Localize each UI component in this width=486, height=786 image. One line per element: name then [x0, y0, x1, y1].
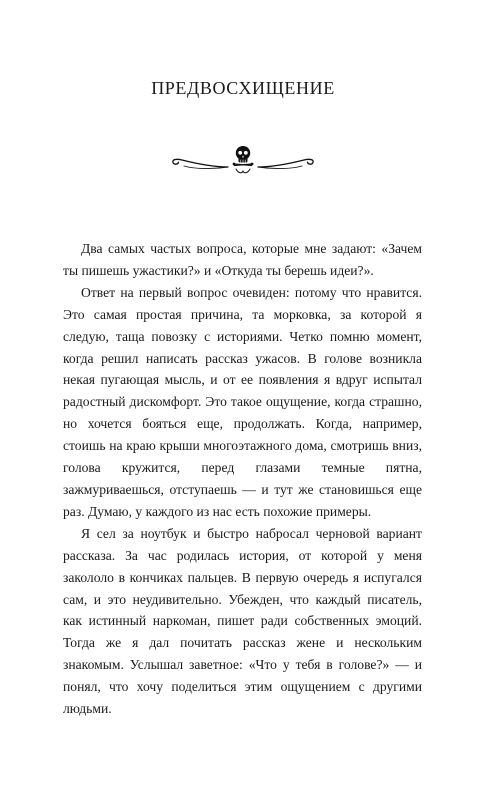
skull-flourish-icon — [166, 142, 320, 178]
paragraph: Ответ на первый вопрос очевиден: потому что нравится. Это самая простая причина, та морковка, за которой я следую, таща повозку с историями. Четко помню момент, когда решил написать рассказ ужасов. В голове возникла некая пугающая мысль, и от ее появления я вдруг испытал радостный дискомфорт. Это такое ощущение, когда страшно, но хочется бояться еще, продолжать. Когда, например, стоишь на краю крыши многоэтажного дома, смотришь вниз, голова кружится, перед глазами темные пятна, зажмуриваешься, отступаешь — и тут же становишься еще раз. Думаю, у каждого из нас есть похожие примеры. — [63, 284, 422, 519]
chapter-title: ПРЕДВОСХИЩЕНИЕ — [151, 78, 335, 98]
paragraph: Два самых частых вопроса, которые мне задают: «Зачем ты пишешь ужастики?» и «Откуда ты берешь идеи?». — [63, 241, 422, 278]
body-text — [63, 238, 422, 720]
paragraph: Я сел за ноутбук и быстро набросал черновой вариант рассказа. За час родилась история, от которой у меня закололо в кончиках пальцев. В первую очередь я испугался сам, и это неудивительно. Убежден, что каждый писатель, как истинный наркоман, пишет ради собственных эмоций. Тогда же я дал почитать рассказ жене и нескольким знакомым. Услышал заветное: «Что у тебя в голове?» — и понял, что хочу поделиться этим ощущением с другими людьми. — [63, 525, 422, 717]
